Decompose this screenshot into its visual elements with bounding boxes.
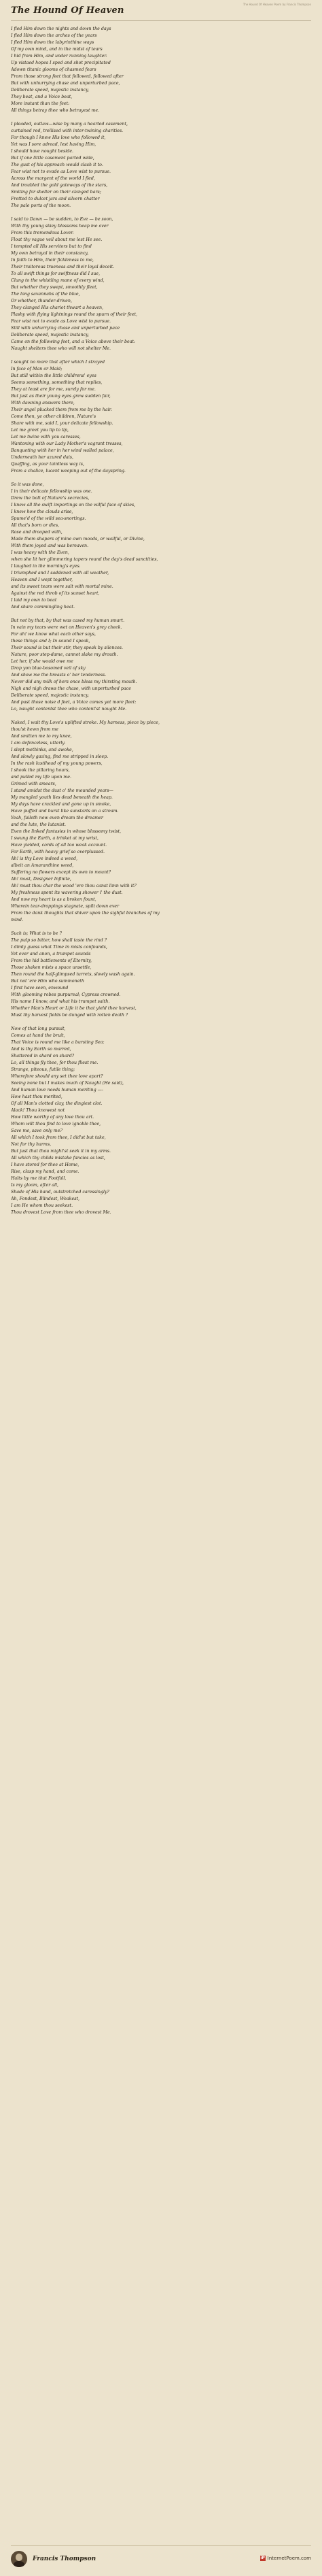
poem-line: The pulp so bitter, how shall taste the rind ? [11,938,107,943]
poem-line: Let her, if she would owe me [11,659,73,664]
poem-line: And smitten me to my knee, [11,734,72,739]
poem-line: I slept methinks, and awoke, [11,748,73,752]
poem-line: Deliberate speed, majestic instancy, [11,88,89,93]
poem-line: Such is; What is to be ? [11,931,62,936]
poem-line: I fled Him down the labyrinthine ways [11,40,94,45]
poem-line: Deliberate speed, majestic instancy, [11,333,89,337]
poem-line: Drew the bolt of Nature's secrecies, [11,496,90,501]
stanza [11,26,311,114]
stanza [11,618,311,713]
poem-line: Smiting for shelter on their clanged bars; [11,190,101,195]
poem-line: And human love needs human meriting —- [11,1088,104,1092]
site-brand[interactable] [260,2556,311,2561]
title-divider [11,20,311,21]
poem-line: albeit an Amaranthine weed, [11,863,74,868]
poem-line: Must thy harvest fields be dunged with rotten death ? [11,1013,128,1018]
poem-line: But not by that, by that was cased my human smart. [11,618,125,623]
poem-line: Their sound is but their stir, they speak by silences. [11,646,124,650]
poem-line: But whether they swept, smoothly fleet, [11,285,98,290]
poem-line: Drop yon blue-bosomed veil of sky [11,666,86,671]
poem-line: I fled Him down the nights and down the days [11,27,111,31]
poem-line: I said to Dawn — be sudden, to Eve — be soon, [11,217,113,222]
poem-line: With thy young skiey blossoms heap me over [11,224,109,229]
stanza [11,720,311,924]
poem-line: I hid from Him, and under running laughter. [11,54,107,58]
poem-line: They at least are for me, surely for me. [11,387,96,392]
poem-line: Wherein tear-droppings stagnate, spilt down ever [11,904,120,909]
poem-line: Lo, naught contentst thee who content'st nought Me. [11,707,127,712]
site-brand-name: InternetPoem.com [267,2556,311,2561]
poem-line: All that's born or dies, [11,523,60,528]
poem-line: I pleaded, outlaw—wise by many a hearted casement, [11,122,128,127]
poem-line: Not for thy harms, [11,1142,52,1147]
poem-line: Is my gloom, after all, [11,1183,58,1188]
poem-line: From the dank thoughts that shiver upon the sighful branches of my [11,911,160,916]
stanza [11,482,311,611]
poem-line: With them joyed and was bereaven. [11,543,89,548]
poem-line: Strange, piteous, futile thing; [11,1067,75,1072]
poem-line: My mangled youth lies dead beneath the heap. [11,795,113,800]
poem-line: Float thy vague veil about me lest He see. [11,237,103,242]
poem-line: But if one little casement parted wide, [11,156,94,161]
poem-line: But not 'ere Him who summoneth [11,979,84,984]
poem-line: Let me greet you lip to lip, [11,428,69,433]
poem-line: Ah! must thou char the wood 'ere thou canst limn with it? [11,884,137,888]
poem-line: Whether Man's Heart or Life it be that yield thee harvest, [11,1006,137,1011]
avatar-body [13,2561,25,2567]
poem-line: And show me the breasts o' her tenderness. [11,673,107,678]
poem-line: Wherefore should any set thee love apart? [11,1074,103,1079]
poem-line: Ah, Fondest, Blindest, Weakest, [11,1197,79,1201]
poem-line: Wantoning with our Lady Mother's vagrant tresses, [11,441,123,446]
poem-line: Yet ever and anon, a trumpet sounds [11,952,91,956]
poem-line: Halts by me that Footfall, [11,1176,67,1181]
poem-line: Naked, I wait thy Love's uplifted stroke. My harness, piece by piece, [11,720,160,725]
poem-line: But with unhurrying chase and unperturbed pace, [11,81,120,86]
poem-line: His name I know, and what his trumpet saith. [11,999,110,1004]
poem-line: Thou drovest Love from thee who drovest Me. [11,1210,111,1215]
poem-line: How little worthy of any love thou art. [11,1115,94,1120]
poem-line: Seems something, something that replies, [11,380,103,385]
poem-line: Still with unhurrying chase and unperturbed pace [11,326,120,331]
poem-line: Made them shapers of mine own moods, or wailful, or Divine, [11,537,145,541]
poem-line: More instant than the feet: [11,101,70,106]
poem-line: Never did any milk of hers once bless my thirsting mouth. [11,680,137,684]
poem-line: Share with me, said I, your delicate fellowship. [11,421,113,426]
poem-line: Fear wist not to evade as Love wist to pursue. [11,169,111,174]
author-name[interactable]: Francis Thompson [33,2556,96,2562]
poem-line: From those strong feet that followed, followed after [11,74,124,79]
poem-line: Banqueting with her in her wind walled palace, [11,448,114,453]
poem-line: thou'st hewn from me [11,727,58,732]
poem-line: mind. [11,918,24,922]
poem-line: these things and I; In sound I speak, [11,639,90,643]
poem-line: In vain my tears were wet on Heaven's grey cheek. [11,625,122,630]
poem-line: That Voice is round me like a bursting Sea: [11,1040,105,1045]
poem-line: The long savannahs of the blue, [11,292,80,297]
poem-line: and the lute, the lutanist. [11,822,66,827]
poem-line: And now my heart is as a broken fount, [11,897,96,902]
poem-line: From the hid battlements of Eternity, [11,958,92,963]
poem-line: Ah! is thy Love indeed a weed, [11,856,78,861]
poem-line: Then round the half-glimpsed turrets, slowly wash again. [11,972,135,977]
poem-line: Rise, clasp my hand, and come. [11,1169,79,1174]
poem-line: With glooming robes purpureal; Cypress crowned. [11,992,121,997]
poem-line: Save me, save only me? [11,1128,62,1133]
poem-line: I knew how the clouds arise, [11,509,73,514]
poem-line: All things betray thee who betrayest me. [11,108,100,113]
poem-line: Heaven and I wept together, [11,578,73,582]
poem-line: Grimed with smears, [11,782,56,786]
poem-line: I triumphed and I saddened with all weather, [11,571,109,575]
stanza [11,216,311,352]
poem-line: In face of Man or Maid; [11,367,62,371]
poem-line: Shattered in shard on shard? [11,1054,75,1058]
poem-line: and pulled my life upon me. [11,775,71,780]
poem-line: Alack! Thou knowest not [11,1108,65,1113]
poem-line: Now of that long pursuit, [11,1026,66,1031]
poem-line: Against the red throb of its sunset heart, [11,591,100,596]
poem-line: My freshness spent its wavering shower i' the dust. [11,890,123,895]
poem-line: Nature, poor step-dame, cannot slake my drouth. [11,652,118,657]
poem-line: And troubled the gold gateways of the stars, [11,183,108,188]
poem-line: I should have nought beside. [11,149,74,154]
poem-line: The gust of his approach would clash it to. [11,163,103,167]
poem-line: when she lit her glimmering tapers round the day's dead sanctities, [11,557,158,562]
poem-line: Up vistaed hopes I sped and shot precipitated [11,61,111,65]
poem-line: Quaffing, as your taintless way is, [11,462,84,467]
author-footer [11,2545,311,2571]
poem-line: They clanged His chariot thwart a heaven, [11,305,104,310]
poem-line: But just that thou might'st seek it in my arms. [11,1149,111,1154]
poem-line: Shade of His hand, outstretched caressingly? [11,1190,109,1194]
poem-line: My own betrayal in their constancy, [11,251,89,256]
poem-line: And slowly gazing, find me stripped in sleep. [11,754,109,759]
poem-line: I have stored for thee at Home, [11,1162,79,1167]
poem-line: Whom wilt thou find to love ignoble thee, [11,1122,101,1126]
site-logo-icon: iP [260,2556,265,2560]
poem-line: I knew all the swift importings on the wilful face of skies, [11,503,136,507]
poem-line: To all swift things for swiftness did I sue, [11,271,101,276]
poem-line: Those shaken mists a space unsettle, [11,965,92,970]
poem-line: With dawning answers there, [11,401,75,405]
poem-line: I swung the Earth, a trinket at my wrist, [11,836,99,841]
poem-source-link[interactable]: The Hound Of Heaven Poem by Francis Thompson [243,3,311,6]
poem-line: Their traitorous trueness and their loyal deceit. [11,265,115,269]
poem-line: In the rash lustihead of my young powers, [11,761,103,766]
poem-line: From a chalice, lucent weeping out of the dayspring. [11,469,126,473]
poem-line: I shook the pillaring hours, [11,768,70,773]
poem-line: Come then, ye other children, Nature's [11,414,96,419]
poem-line: Underneath her azured dais, [11,455,73,460]
poem-line: And past those noise d feet, a Voice comes yet more fleet: [11,700,137,705]
poem-line: All which I took from thee, I did'st but take, [11,1135,106,1140]
poem-line: All which thy childs mistake fancies as lost, [11,1156,105,1160]
poem-line: I first have seen, enwound [11,986,69,990]
poem-line: Of my own mind, and in the midst of tears [11,47,103,52]
avatar-head [16,2554,22,2561]
poem-line: Even the linked fantasies in whose blossomy twist, [11,829,122,834]
poem-title: The Hound Of Heaven [11,5,124,16]
poem-line: Or whether, thunder-driven, [11,299,72,303]
poem-line: And is thy Earth so marred, [11,1047,71,1052]
poem-line: In faith to Him, their fickleness to me, [11,258,94,263]
poem-line: I sought no more that after which I strayed [11,360,105,365]
poem-line: Deliberate speed, majestic instancy, [11,693,89,698]
poem-line: For ah! we know what each other says, [11,632,96,637]
poem-line: My days have crackled and gone up in smoke, [11,802,111,807]
poem-line: I laughed in the morning's eyes. [11,564,81,569]
poem-line: Naught shelters thee who will not shelter Me. [11,346,111,351]
poem-line: Have puffed and burst like sunstarts on a stream. [11,809,119,814]
poem-line: But still within the little childrens' eyes [11,373,96,378]
stanza [11,931,311,1019]
poem-line: Lo, all things fly thee, for thou fliest me. [11,1060,99,1065]
poem-line: Yet was I sore adread, lest having Him, [11,142,96,147]
poem-line: Fear wist not to evade as Love wist to pursue. [11,319,111,324]
poem-line: The pale ports of the moon. [11,203,71,208]
poem-line: and its sweet tears were salt with mortal mine. [11,584,113,589]
poem-line: Let me twine with you caresses, [11,435,81,439]
poem-line: Plashy with flying lightnings round the spurn of their feet, [11,312,138,317]
poem-line: Spume'd of the wild sea-snortings. [11,516,86,521]
stanza [11,1026,311,1216]
poem-line: Rose and drooped with, [11,530,62,535]
poem-line: I am defenceless, utterly. [11,741,66,746]
stanza [11,121,311,210]
poem-line: Clung to the whistling mane of every wind, [11,278,105,283]
poem-line: Have yielded, cords of all too weak account. [11,843,107,848]
poem-line: Yeah, faileth now even dream the dreamer [11,816,103,820]
poem-line: I tempted all His servitors but to find [11,244,92,249]
poem-line: So it was done, [11,482,44,487]
poem-line: I stand amidst the dust o' the mounded years— [11,788,113,793]
poem-line: I was heavy with the Even, [11,550,69,555]
poem-line: Suffering no flowers except its own to mount? [11,870,111,875]
poem-line: Came on the following feet, and a Voice above their beat: [11,339,136,344]
poem-line: Seeing none but I makes much of Naught (He said), [11,1081,124,1086]
poem-line: I am He whom thou seekest. [11,1203,73,1208]
poem-line: Nigh and nigh draws the chase, with unperturbed pace [11,686,131,691]
poem-line: Comes at hand the bruit, [11,1033,65,1038]
poem-line: I laid my own to beat [11,598,57,603]
poem-line: Adown titanic glooms of chasmed fears [11,67,96,72]
poem-line: Ah! must, Designer Infinite, [11,877,71,882]
stanza [11,359,311,475]
poem-line: curtained red, trellised with inter-twining charities. [11,129,124,133]
poem-line: They beat, and a Voice beat, [11,95,73,99]
poem-line: I dimly guess what Time in mists confounds, [11,945,107,950]
poem-line: From this tremendous Lover. [11,231,74,235]
poem-line: Their angel plucked them from me by the hair. [11,407,112,412]
poem-line: Fretted to dulcet jars and silvern chatter [11,197,100,201]
poem-line: Of all Man's clotted clay, the dingiest clot. [11,1101,103,1106]
poem-line: But just as their young eyes grew sudden fair, [11,394,111,399]
poem-line: For though I knew His love who followed it, [11,135,106,140]
poem-line: I in their delicate fellowship was one. [11,489,92,494]
poem-line: I fled Him down the arches of the years [11,33,97,38]
poem-line: How hast thou merited, [11,1094,62,1099]
poem-line: Across the margent of the world I fled, [11,176,95,181]
poem-body [11,26,311,2539]
poem-line: For Earth, with heavy grief so overplussed. [11,850,105,854]
poem-line: And share commingling heat. [11,605,75,609]
author-avatar-icon [11,2551,27,2567]
